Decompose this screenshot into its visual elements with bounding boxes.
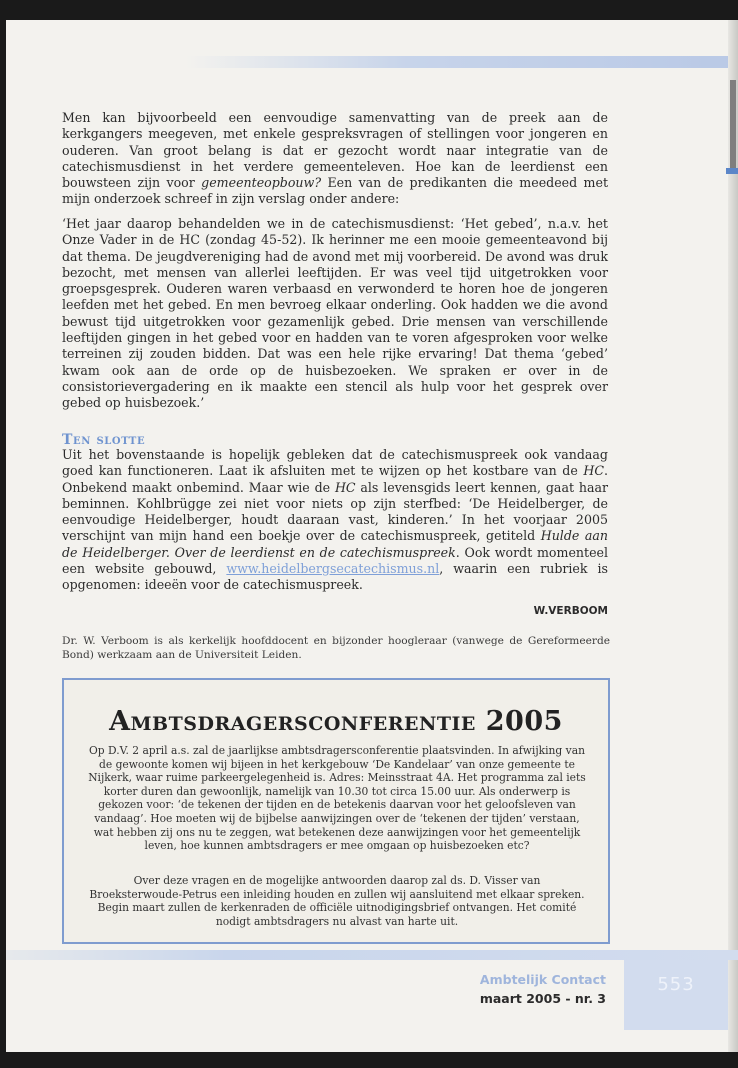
pastor-quote: [62, 216, 608, 412]
website-link[interactable]: www.heidelbergsecatechismus.nl: [226, 561, 440, 577]
announcement-paragraph: Op D.V. 2 april a.s. zal de jaarlijkse ambtsdragersconferentie plaatsvinden. In afwijking van de gewoonte komen wij bijeen in het kerkgebouw ‘De Kandelaar’ van onze gemeente te Nijkerk, waar ruime parkeergelegenheid is. Adres: Meinsstraat 4A. Het programma zal iets korter duren dan gewoonlijk, namelijk van 10.30 tot circa 15.00 uur. Als onderwerp is gekozen voor: ‘de tekenen der tijden en de betekenis daarvan voor het geloofsleven van vandaag’. Hoe moeten wij de bijbelse aanwijzingen over de ‘tekenen der tijden’ verstaan, wat hebben zij ons nu te zeggen, wat betekenen deze aanwijzingen voor het gemeentelijk leven, hoe kunnen ambtsdragers er mee omgaan op huisbezoeken etc?: [88, 744, 586, 853]
page-edge-strip: [728, 20, 738, 1052]
footer-publication-name: Ambtelijk Contact: [479, 972, 606, 987]
intro-paragraph: [62, 110, 608, 208]
announcement-paragraph: Over deze vragen en de mogelijke antwoorden daarop zal ds. D. Visser van Broeksterwoude-Petrus een inleiding houden en zullen wij aansluitend met elkaar spreken. Begin maart zullen de kerkenraden de officiële uitnodigingsbrief ontvangen. Het comité nodigt ambtsdragers nu alvast van harte uit.: [89, 874, 585, 928]
author-bio: Dr. W. Verboom is als kerkelijk hoofddocent en bijzonder hoogleraar (vanwege de Gereformeerde Bond) werkzaam aan de Universiteit Leiden.: [62, 635, 610, 661]
page-edge-tab-marker: [726, 168, 738, 174]
closing-text: , waarin een rubriek is opgenomen: ideeën voor de catechismuspreek.: [62, 561, 608, 593]
conference-announcement-box: [62, 678, 610, 944]
section-heading: Ten slotte: [62, 432, 146, 448]
page-edge-shadow: [730, 80, 736, 170]
magazine-page: [6, 20, 738, 1052]
closing-hc: HC: [334, 479, 356, 495]
closing-text: Uit het bovenstaande is hopelijk gebleken dat de catechismuspreek ook vandaag goed kan functioneren. Laat ik afsluiten met te wijzen op het kostbare van de: [62, 447, 608, 479]
intro-text-part1: Men kan bijvoorbeeld een eenvoudige samenvatting van de preek aan de kerkgangers meegeven, met enkele gespreksvragen of stellingen voor jongeren en ouderen. Van groot belang is dat er gezocht wordt naar integratie van de catechismusdienst in het verdere gemeenteleven. Hoe kan de leerdienst een bouwsteen zijn voor: [62, 110, 608, 191]
bottom-decorative-band: [6, 950, 738, 960]
closing-text: als levensgids leert kennen, gaat haar beminnen. Kohlbrügge zei niet voor niets op zijn sterfbed: ‘De Heidelberger, de eenvoudige Heidelberger, houdt daaraan vast, kinderen.’ In het voorjaar 2005 verschijnt van mijn hand een boekje over de catechismuspreek, getiteld: [62, 479, 608, 544]
intro-emphasis: gemeenteopbouw?: [201, 175, 322, 191]
page-number-block: [624, 960, 728, 1030]
announcement-title: Ambtsdragersconferentie 2005: [109, 706, 563, 737]
author-signature: W.VERBOOM: [533, 605, 608, 617]
intro-text-part2: Een van de predikanten die meedeed met mijn onderzoek schreef in zijn verslag onder andere:: [62, 175, 609, 207]
top-decorative-band: [186, 56, 738, 68]
quote-text: ‘Het jaar daarop behandelden we in de catechismusdienst: ‘Het gebed’, n.a.v. het Onze Vader in de HC (zondag 45-52). Ik herinner me een mooie gemeenteavond bij dat thema. De jeugdvereniging had de avond met mij voorbereid. De avond was druk bezocht, met mensen van allerlei leeftijden. Er was veel tijd uitgetrokken voor groepsgesprek. Ouderen waren verbaasd en verwonderd te horen hoe de jongeren leefden met het gebed. En men bevroeg elkaar onderling. Ook hadden we die avond bewust tijd uitgetrokken voor gezamenlijk gebed. Drie mensen van verschillende leeftijden gingen in het gebed voor en hadden van te voren afgesproken voor welke terreinen zij zouden bidden. Dat was een hele rijke ervaring! Dat thema ‘gebed’ kwam ook aan de orde op de huisbezoeken. We spraken er over in de consistorievergadering en ik maakte een stencil als hulp voor het gesprek over gebed op huisbezoek.’: [62, 216, 608, 411]
closing-paragraph: [62, 447, 608, 594]
book-title: Hulde aan de Heidelberger. Over de leerdienst en de catechismuspreek: [62, 528, 608, 560]
footer-issue: maart 2005 - nr. 3: [479, 991, 606, 1006]
closing-hc: HC: [583, 463, 604, 479]
page-number: 553: [657, 974, 695, 995]
closing-text: . Ook wordt momenteel een website gebouwd,: [62, 544, 608, 577]
closing-text: . Onbekend maakt onbemind. Maar wie de: [62, 463, 608, 495]
